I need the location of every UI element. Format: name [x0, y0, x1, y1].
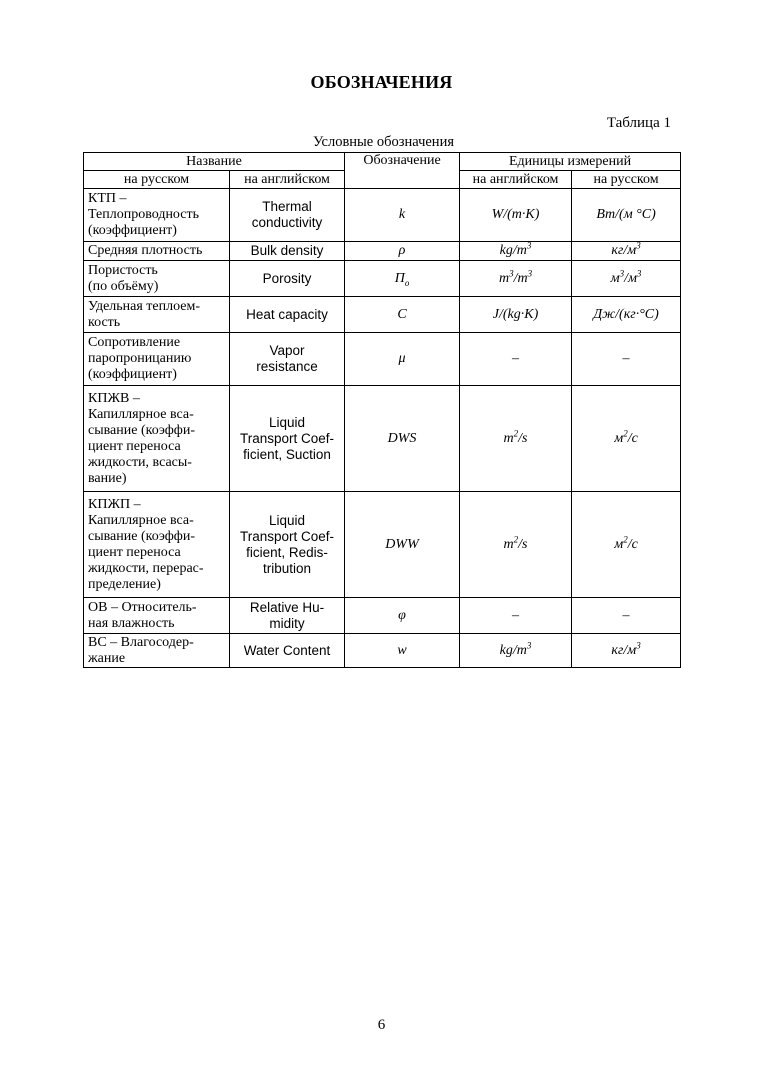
cell-unit-en: W/(m·K)	[460, 189, 572, 242]
cell-unit-ru: Вт/(м °С)	[572, 189, 681, 242]
cell-unit-ru: $м^2/с$	[572, 386, 681, 492]
cell-unit-en: $m^2/s$	[460, 386, 572, 492]
cell-symbol: DWS	[345, 386, 460, 492]
cell-unit-en: –	[460, 333, 572, 386]
cell-name-en: Liquid Transport Coef- ficient, Redis- tribution	[230, 492, 345, 598]
table-row	[84, 598, 681, 634]
table-row	[84, 297, 681, 333]
cell-name-en: Porosity	[230, 261, 345, 297]
cell-unit-en: $kg/m^3$	[460, 242, 572, 261]
table-row	[84, 242, 681, 261]
header-units-en: на английском	[460, 171, 572, 189]
table-row	[84, 261, 681, 297]
table-label: Таблица 1	[606, 115, 671, 131]
cell-symbol: w	[345, 634, 460, 668]
cell-name-en: Bulk density	[230, 242, 345, 261]
cell-name-en: Liquid Transport Coef- ficient, Suction	[230, 386, 345, 492]
cell-symbol: k	[345, 189, 460, 242]
cell-symbol: φ	[345, 598, 460, 634]
cell-name-ru: Удельная теплоем- кость	[84, 297, 230, 333]
cell-name-ru: Сопротивление паропроницанию (коэффициент)	[84, 333, 230, 386]
table-row	[84, 189, 681, 242]
header-symbol: Обозначение	[345, 153, 460, 189]
header-name: Название	[84, 153, 345, 171]
cell-unit-ru: Дж/(кг·°С)	[572, 297, 681, 333]
cell-name-ru: ОВ – Относитель- ная влажность	[84, 598, 230, 634]
cell-name-en: Vapor resistance	[230, 333, 345, 386]
cell-unit-ru: –	[572, 598, 681, 634]
cell-unit-ru: $м^2/с$	[572, 492, 681, 598]
header-name-ru: на русском	[84, 171, 230, 189]
cell-name-en: Relative Hu- midity	[230, 598, 345, 634]
page-title: ОБОЗНАЧЕНИЯ	[310, 72, 453, 92]
cell-symbol: DWW	[345, 492, 460, 598]
page-number: 6	[377, 1017, 386, 1033]
cell-name-en: Water Content	[230, 634, 345, 668]
cell-name-ru: КПЖВ – Капиллярное вса- сывание (коэффи- циент переноса жидкости, всасы- вание)	[84, 386, 230, 492]
table-header-row	[84, 153, 681, 171]
cell-unit-ru: $м^3/м^3$	[572, 261, 681, 297]
cell-name-ru: Средняя плотность	[84, 242, 230, 261]
cell-unit-ru: $кг/м^3$	[572, 634, 681, 668]
cell-name-ru: КТП – Теплопроводность (коэффициент)	[84, 189, 230, 242]
header-units: Единицы измерений	[460, 153, 681, 171]
cell-name-en: Thermal conductivity	[230, 189, 345, 242]
table-row	[84, 492, 681, 598]
header-name-en: на английском	[230, 171, 345, 189]
cell-unit-en: $m^3/m^3$	[460, 261, 572, 297]
cell-name-ru: КПЖП – Капиллярное вса- сывание (коэффи- циент переноса жидкости, перерас- пределение)	[84, 492, 230, 598]
table-row	[84, 386, 681, 492]
cell-symbol: C	[345, 297, 460, 333]
cell-unit-ru: –	[572, 333, 681, 386]
cell-unit-en: $m^2/s$	[460, 492, 572, 598]
table-row	[84, 634, 681, 668]
header-units-ru: на русском	[572, 171, 681, 189]
cell-unit-en: –	[460, 598, 572, 634]
table-caption: Условные обозначения	[313, 134, 454, 150]
cell-symbol: $П_о$	[345, 261, 460, 297]
cell-name-ru: Пористость (по объёму)	[84, 261, 230, 297]
cell-name-en: Heat capacity	[230, 297, 345, 333]
cell-unit-en: J/(kg·K)	[460, 297, 572, 333]
cell-unit-en: $kg/m^3$	[460, 634, 572, 668]
cell-name-ru: ВС – Влагосодер- жание	[84, 634, 230, 668]
cell-symbol: ρ	[345, 242, 460, 261]
cell-unit-ru: $кг/м^3$	[572, 242, 681, 261]
cell-symbol: μ	[345, 333, 460, 386]
table-row	[84, 333, 681, 386]
symbols-table	[83, 152, 681, 668]
